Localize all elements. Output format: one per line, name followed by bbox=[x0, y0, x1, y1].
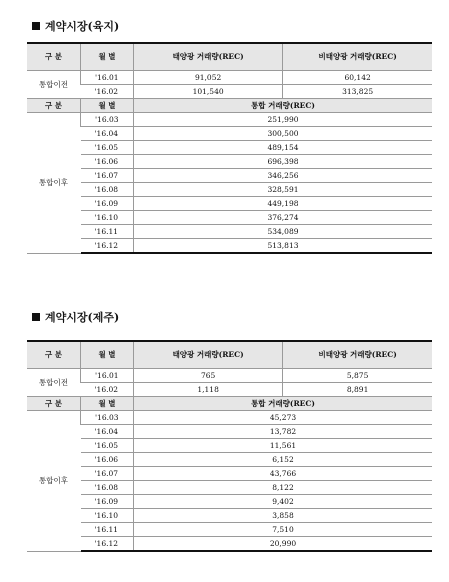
table-row bbox=[27, 85, 432, 99]
land-table bbox=[27, 42, 432, 254]
total-cell: 7,510 bbox=[134, 523, 433, 537]
table-row bbox=[27, 155, 432, 169]
header-solar: 태양광 거래량(REC) bbox=[134, 43, 283, 71]
month-cell: '16.12 bbox=[81, 537, 134, 552]
header-month: 월 별 bbox=[81, 43, 134, 71]
month-cell: '16.03 bbox=[81, 113, 134, 127]
total-cell: 489,154 bbox=[134, 141, 433, 155]
month-cell: '16.02 bbox=[81, 383, 134, 397]
table-row bbox=[27, 425, 432, 439]
section-title-text: 계약시장(육지) bbox=[45, 20, 120, 33]
total-cell: 11,561 bbox=[134, 439, 433, 453]
section-title-text: 계약시장(제주) bbox=[45, 311, 120, 324]
table-row bbox=[27, 369, 432, 383]
month-cell: '16.08 bbox=[81, 481, 134, 495]
table-row bbox=[27, 467, 432, 481]
month-cell: '16.02 bbox=[81, 85, 134, 99]
total-cell: 376,274 bbox=[134, 211, 433, 225]
nonsolar-cell: 313,825 bbox=[283, 85, 432, 99]
table-row bbox=[27, 169, 432, 183]
solar-cell: 91,052 bbox=[134, 71, 283, 85]
table-row bbox=[27, 211, 432, 225]
land-subheader-row bbox=[27, 99, 432, 113]
square-bullet-icon bbox=[32, 313, 40, 321]
total-cell: 328,591 bbox=[134, 183, 433, 197]
jeju-table bbox=[27, 340, 432, 552]
solar-cell: 765 bbox=[134, 369, 283, 383]
total-cell: 251,990 bbox=[134, 113, 433, 127]
table-row bbox=[27, 225, 432, 239]
table-row bbox=[27, 481, 432, 495]
subheader-month: 월 별 bbox=[81, 99, 134, 113]
total-cell: 20,990 bbox=[134, 537, 433, 552]
jeju-header-row bbox=[27, 341, 432, 369]
subheader-month: 월 별 bbox=[81, 397, 134, 411]
table-row bbox=[27, 509, 432, 523]
square-bullet-icon bbox=[32, 22, 40, 30]
table-row bbox=[27, 183, 432, 197]
total-cell: 534,089 bbox=[134, 225, 433, 239]
month-cell: '16.10 bbox=[81, 509, 134, 523]
total-cell: 3,858 bbox=[134, 509, 433, 523]
month-cell: '16.01 bbox=[81, 71, 134, 85]
header-month: 월 별 bbox=[81, 341, 134, 369]
month-cell: '16.09 bbox=[81, 495, 134, 509]
month-cell: '16.11 bbox=[81, 523, 134, 537]
month-cell: '16.03 bbox=[81, 411, 134, 425]
header-group: 구 분 bbox=[27, 43, 81, 71]
table-row bbox=[27, 239, 432, 254]
nonsolar-cell: 8,891 bbox=[283, 383, 432, 397]
month-cell: '16.07 bbox=[81, 169, 134, 183]
nonsolar-cell: 60,142 bbox=[283, 71, 432, 85]
table-row bbox=[27, 411, 432, 425]
subheader-total: 통합 거래량(REC) bbox=[134, 99, 433, 113]
subheader-total: 통합 거래량(REC) bbox=[134, 397, 433, 411]
table-row bbox=[27, 523, 432, 537]
subheader-group: 구 분 bbox=[27, 397, 81, 411]
total-cell: 8,122 bbox=[134, 481, 433, 495]
total-cell: 449,198 bbox=[134, 197, 433, 211]
month-cell: '16.06 bbox=[81, 453, 134, 467]
header-group: 구 분 bbox=[27, 341, 81, 369]
header-nonsolar: 비태양광 거래량(REC) bbox=[283, 341, 432, 369]
header-nonsolar: 비태양광 거래량(REC) bbox=[283, 43, 432, 71]
jeju-subheader-row bbox=[27, 397, 432, 411]
table-row bbox=[27, 127, 432, 141]
pre-group-label: 통합이전 bbox=[27, 369, 81, 397]
table-row bbox=[27, 113, 432, 127]
solar-cell: 1,118 bbox=[134, 383, 283, 397]
pre-group-label: 통합이전 bbox=[27, 71, 81, 99]
month-cell: '16.04 bbox=[81, 425, 134, 439]
post-group-label: 통합이후 bbox=[27, 113, 81, 254]
land-header-row bbox=[27, 43, 432, 71]
post-group-label: 통합이후 bbox=[27, 411, 81, 552]
month-cell: '16.10 bbox=[81, 211, 134, 225]
total-cell: 9,402 bbox=[134, 495, 433, 509]
month-cell: '16.09 bbox=[81, 197, 134, 211]
month-cell: '16.05 bbox=[81, 141, 134, 155]
table-row bbox=[27, 141, 432, 155]
month-cell: '16.01 bbox=[81, 369, 134, 383]
table-row bbox=[27, 383, 432, 397]
table-row bbox=[27, 71, 432, 85]
total-cell: 346,256 bbox=[134, 169, 433, 183]
total-cell: 300,500 bbox=[134, 127, 433, 141]
month-cell: '16.05 bbox=[81, 439, 134, 453]
table-row bbox=[27, 197, 432, 211]
nonsolar-cell: 5,875 bbox=[283, 369, 432, 383]
total-cell: 696,398 bbox=[134, 155, 433, 169]
subheader-group: 구 분 bbox=[27, 99, 81, 113]
solar-cell: 101,540 bbox=[134, 85, 283, 99]
total-cell: 513,813 bbox=[134, 239, 433, 254]
section-title-jeju bbox=[32, 309, 119, 325]
section-title-land bbox=[32, 18, 119, 34]
month-cell: '16.04 bbox=[81, 127, 134, 141]
total-cell: 43,766 bbox=[134, 467, 433, 481]
table-row bbox=[27, 453, 432, 467]
total-cell: 13,782 bbox=[134, 425, 433, 439]
table-row bbox=[27, 495, 432, 509]
month-cell: '16.12 bbox=[81, 239, 134, 254]
total-cell: 6,152 bbox=[134, 453, 433, 467]
month-cell: '16.08 bbox=[81, 183, 134, 197]
total-cell: 45,273 bbox=[134, 411, 433, 425]
header-solar: 태양광 거래량(REC) bbox=[134, 341, 283, 369]
table-row bbox=[27, 537, 432, 552]
table-row bbox=[27, 439, 432, 453]
month-cell: '16.06 bbox=[81, 155, 134, 169]
month-cell: '16.07 bbox=[81, 467, 134, 481]
month-cell: '16.11 bbox=[81, 225, 134, 239]
